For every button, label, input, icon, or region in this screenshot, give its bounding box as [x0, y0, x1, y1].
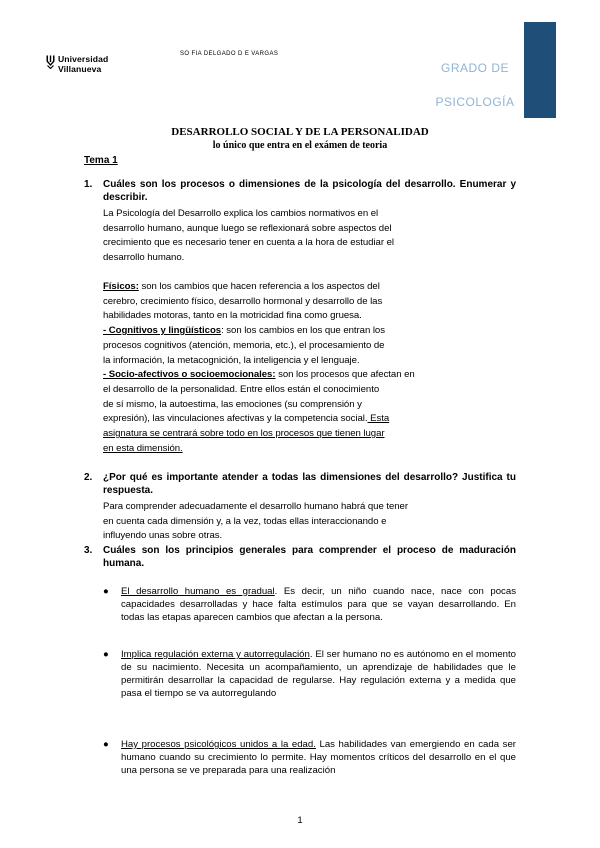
bullet-item [103, 648, 516, 700]
text-line: influyendo unas sobre otras. [103, 530, 223, 542]
university-crest-icon [46, 55, 55, 69]
university-logo [46, 54, 108, 74]
header-accent-bar [524, 22, 556, 118]
text-line: cerebro, crecimiento físico, desarrollo hormonal y desarrollo de las [103, 295, 383, 307]
text-line [103, 442, 415, 457]
text-line [103, 427, 415, 442]
bullet-term: El desarrollo humano es gradual [121, 586, 275, 597]
logo-line-2: Villanueva [58, 64, 102, 74]
text-line: Para comprender adecuadamente el desarrollo humano habrá que tener [103, 501, 408, 512]
bullet-item [103, 585, 516, 624]
text-line: el desarrollo de la personalidad. Entre ellos están el conocimiento [103, 383, 380, 395]
term-socio-afectivos: - Socio-afectivos o socioemocionales: [103, 369, 276, 381]
bullet-text [121, 738, 516, 777]
text-line: procesos cognitivos (atención, memoria, etc.), el procesamiento de [103, 339, 385, 351]
page-number: 1 [297, 815, 303, 826]
underlined-span: en esta dimensión. [103, 442, 183, 454]
text-line: en cuenta cada dimensión y, a la vez, todas ellas interaccionando e [103, 515, 387, 527]
underlined-span: asignatura se centrará sobre todo en los procesos que tienen lugar [103, 428, 385, 440]
text-span: son los cambios que hacen referencia a los aspectos del [138, 281, 380, 292]
bullet-icon: ● [103, 649, 109, 660]
term-cognitivos: - Cognitivos y lingüísticos [103, 325, 222, 337]
degree-line-1: GRADO DE [440, 61, 509, 75]
bullet-item [103, 738, 516, 777]
text-line: desarrollo humano. [103, 252, 185, 264]
text-span: . Es decir, un niño cuando nace, nace con pocas capacidades desarrolladas y hace falta estímulos para que se vayan desarrollando. En todas las etapas aparecen cambios que afectan a la persona. [121, 586, 516, 623]
question-number: 3. [84, 545, 93, 556]
question-3 [84, 544, 516, 570]
bullet-term: Implica regulación externa y autorregulación [121, 649, 310, 660]
degree-line-2: PSICOLOGÍA [435, 95, 515, 109]
text-line: habilidades motoras, tanto en la motricidad fina como gruesa. [103, 310, 362, 322]
text-span: Las habilidades van emergiendo en cada ser humano cuando su crecimiento lo permite. Hay momentos críticos del desarrollo en el que una persona se ve preparada para una realización [121, 739, 516, 776]
bullet-term: Hay procesos psicológicos unidos a la edad. [121, 739, 316, 750]
answer-1-paragraph [103, 207, 394, 266]
question-2 [84, 471, 516, 497]
student-name: SO FIA DELGADO D E VARGAS [180, 51, 279, 57]
text-line: de sí mismo, la autoestima, las emociones (su comprensión y [103, 398, 362, 410]
bullet-icon: ● [103, 739, 109, 750]
text-line: la información, la metacognición, la inteligencia y el lenguaje. [103, 354, 360, 366]
question-text: ¿Por qué es importante atender a todas las dimensiones del desarrollo? Justifica tu respuesta. [103, 472, 516, 496]
bullet-icon: ● [103, 586, 109, 597]
text-span: : son los cambios en los que entran los [221, 325, 385, 337]
document-title: DESARROLLO SOCIAL Y DE LA PERSONALIDAD [171, 126, 429, 138]
text-line: La Psicología del Desarrollo explica los cambios normativos en el [103, 208, 379, 219]
university-name [58, 54, 108, 74]
text-span: son los procesos que afectan en [275, 369, 415, 381]
text-line [103, 280, 415, 295]
text-line [103, 412, 415, 427]
question-text: Cuáles son los principios generales para comprender el proceso de maduración humana. [103, 545, 516, 569]
logo-line-1: Universidad [58, 54, 109, 64]
text-span: . El ser humano no es autónomo en el momento de su nacimiento. Necesita un acompañamiento, un aprendizaje de habilidades que le permitirán desarrollar la capacidad de regularse. Hay regulación externa y a medida que pasa el tiempo se va autorregulando [121, 649, 516, 699]
question-number: 1. [84, 179, 93, 190]
text-line [103, 368, 415, 383]
text-span: expresión), las vinculaciones afectivas y la competencia social [103, 413, 365, 425]
text-line: desarrollo humano, aunque luego se reflexionará sobre aspectos del [103, 222, 392, 234]
answer-2-paragraph [103, 500, 408, 544]
text-line [103, 324, 415, 339]
question-1 [84, 178, 516, 204]
answer-1-dimensions [103, 280, 415, 456]
text-span: . [364, 413, 368, 425]
bullet-text [121, 648, 516, 700]
bullet-text [121, 585, 516, 624]
underlined-span: Esta [367, 413, 390, 425]
text-line: crecimiento que es necesario tener en cuenta a la hora de estudiar el [103, 237, 394, 249]
degree-label [431, 51, 519, 119]
section-heading: Tema 1 [84, 155, 118, 166]
term-fisicos: Físicos: [103, 281, 139, 292]
question-number: 2. [84, 472, 93, 483]
document-subtitle: lo único que entra en el exámen de teoria [212, 140, 388, 151]
question-text: Cuáles son los procesos o dimensiones de la psicología del desarrollo. Enumerar y describir. [103, 179, 516, 203]
